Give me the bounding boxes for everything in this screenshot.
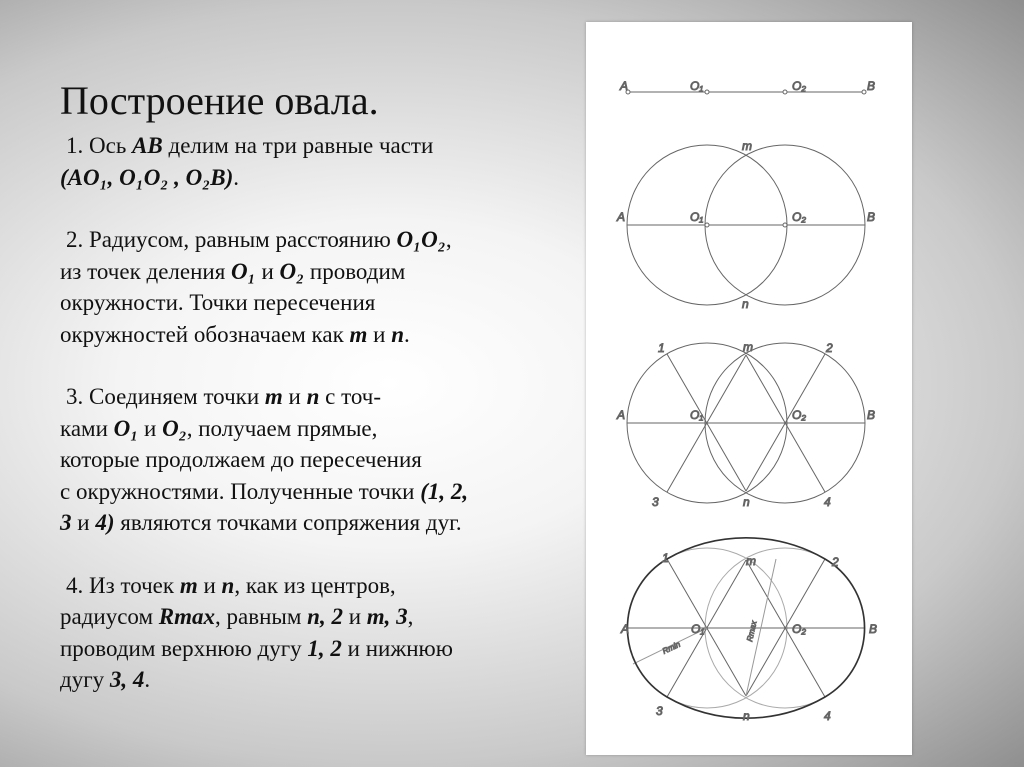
stage-3-construction — [616, 340, 875, 509]
label-b: B — [867, 79, 876, 93]
svg-text:m: m — [742, 139, 752, 153]
instruction-text — [60, 78, 580, 727]
svg-text:A: A — [617, 408, 626, 422]
svg-text:B: B — [867, 210, 876, 224]
step-1: 1. Ось AB делим на три равные части (AO₁, O₁O₂ , O₂B). — [60, 133, 434, 190]
slide-title: Построение овала. — [60, 78, 379, 123]
step-2: 2. Радиусом, равным расстоянию O₁O₂, из точек деления O₁ и O₂ проводим окружности. Точки пересечения окружностей обозначаем как m и n. — [60, 227, 452, 347]
svg-text:n: n — [743, 709, 750, 723]
svg-text:Rmax: Rmax — [745, 620, 759, 643]
label-o2: O₂ — [792, 79, 806, 93]
stage-2-circles — [616, 139, 875, 311]
stage-4-oval — [620, 538, 877, 723]
svg-text:O₂: O₂ — [792, 210, 806, 224]
svg-text:4: 4 — [824, 709, 831, 723]
svg-text:O₁: O₁ — [691, 622, 705, 636]
svg-text:2: 2 — [832, 555, 839, 569]
svg-text:O₁: O₁ — [690, 408, 704, 422]
svg-text:B: B — [869, 622, 878, 636]
stage-1-axis — [619, 79, 875, 94]
svg-text:O₂: O₂ — [792, 622, 806, 636]
svg-text:O₁: O₁ — [690, 210, 704, 224]
step-3: 3. Соединяем точки m и n с точ- ками O₁ и O₂, получаем прямые, которые продолжаем до пересечения с окружностями. Полученные точки (1, 2, 3 и 4) являются точками сопряжения дуг. — [60, 384, 469, 535]
svg-text:O₂: O₂ — [792, 408, 806, 422]
step-4: 4. Из точек m и n, как из центров, радиусом Rmax, равным n, 2 и m, 3, проводим верхнюю дугу 1, 2 и нижнюю дугу 3, 4. — [60, 572, 453, 692]
svg-text:A: A — [617, 210, 626, 224]
svg-text:4: 4 — [824, 495, 831, 509]
svg-text:n: n — [743, 495, 750, 509]
construction-drawing — [586, 22, 912, 755]
svg-text:3: 3 — [656, 704, 663, 718]
svg-text:1: 1 — [658, 341, 665, 355]
svg-text:B: B — [867, 408, 876, 422]
label-o1: O₁ — [690, 79, 704, 93]
svg-text:n: n — [742, 297, 749, 311]
svg-text:1: 1 — [662, 551, 669, 565]
label-a: A — [620, 79, 629, 93]
svg-text:m: m — [743, 340, 753, 354]
svg-text:3: 3 — [652, 495, 659, 509]
svg-text:2: 2 — [826, 341, 833, 355]
svg-text:A: A — [621, 622, 630, 636]
svg-text:Rmin: Rmin — [661, 639, 682, 656]
svg-text:m: m — [746, 554, 756, 568]
